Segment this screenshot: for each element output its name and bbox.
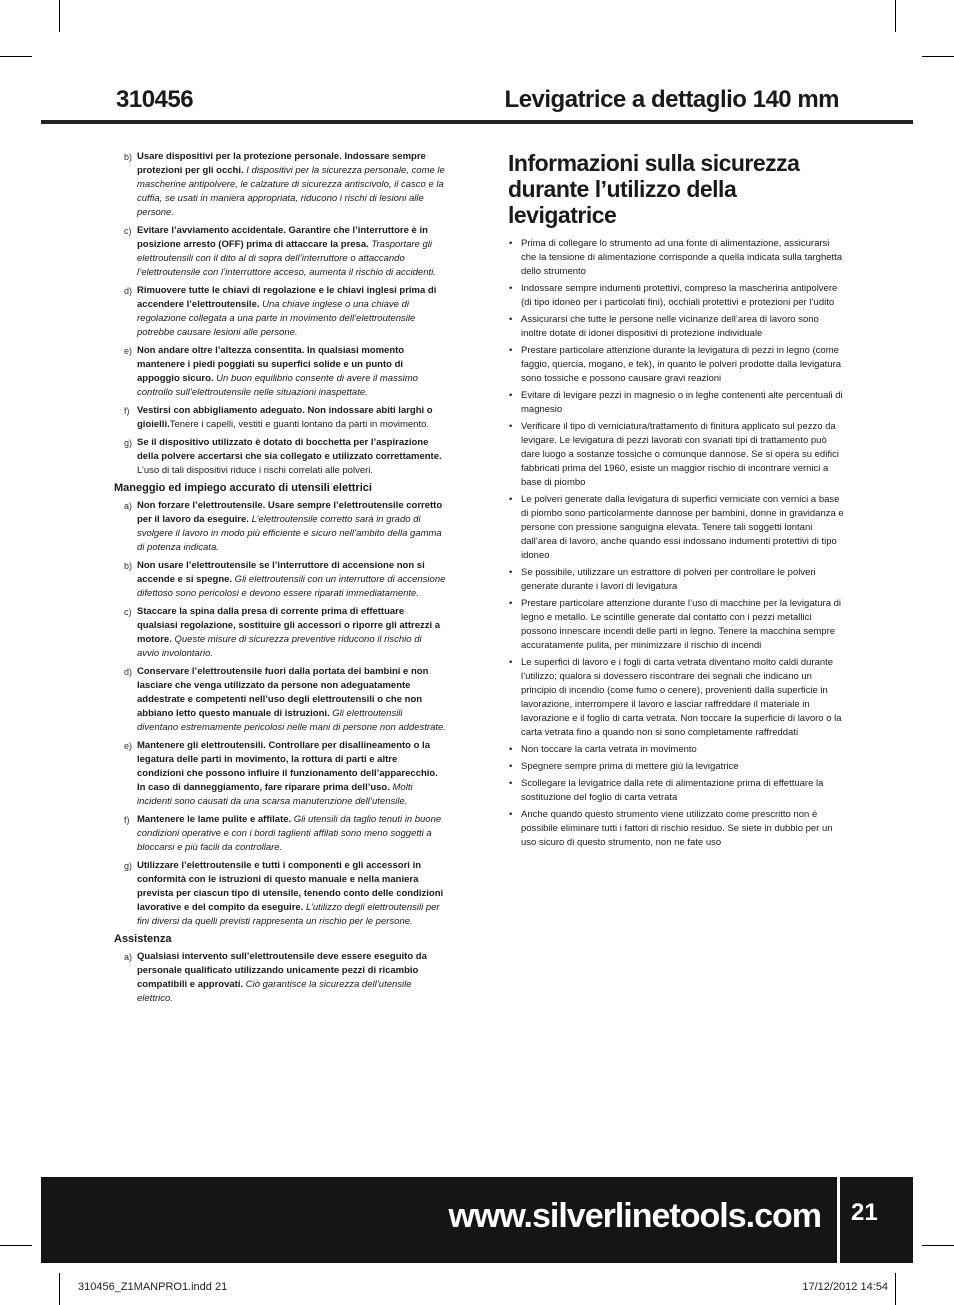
crop-mark — [922, 56, 954, 57]
item-text: Trasportare gli elettroutensili con il dito al di sopra dell’interruttore o attaccando l’elettroutensile con l’interruttore acceso, aumenta il rischio di accidenti. — [137, 239, 436, 278]
crop-mark — [895, 0, 896, 32]
bullet-item: • Scollegare la levigatrice dalla rete di alimentazione prima di effettuare la sostituzione del foglio di carta vetrata — [508, 777, 844, 805]
item-bold-text: Conservare l’elettroutensile fuori dalla portata dei bambini e non lasciare che venga utilizzato da persone non adeguatamente addestrate e competenti nell’uso degli elettroutensili o che non abbiano letto questo manuale di istruzioni. — [137, 666, 429, 719]
item-text: I dispositivi per la sicurezza personale, come le mascherine antipolvere, le calzature di sicurezza antiscivolo, il casco e la cuffia, se usati in maniera appropriata, riducono i rischi di lesioni alle persone. — [137, 165, 445, 218]
bullet-item: • Prestare particolare attenzione durante la levigatura di pezzi in legno (come faggio, quercia, mogano, e tek), in quanto le polveri prodotte dalla levigatura sono tossiche e possono causare gravi reazioni — [508, 344, 844, 386]
item-bold-text: Utilizzare l’elettroutensile e tutti i componenti e gli accessori in conformità con le istruzioni di questo manuale e nella maniera prevista per ciascun tipo di utensile, tenendo conto delle condizioni lavorative e del compito da eseguire. — [137, 860, 444, 913]
crop-mark — [0, 56, 32, 57]
crop-mark — [0, 1245, 32, 1246]
sander-safety-bullets — [508, 237, 844, 850]
item-text: Molti incidenti sono causati da una scarsa manutenzione dell’utensile. — [137, 782, 413, 807]
item-bold-text: Vestirsi con abbigliamento adeguato. Non indossare abiti larghi o gioielli. — [137, 405, 433, 430]
item-bold-text: Staccare la spina dalla presa di corrente prima di effettuare qualsiasi regolazione, sostituire gli accessori o riporre gli attrezzi a motore. — [137, 606, 441, 645]
page-header — [41, 82, 913, 126]
item-text: Tenere i capelli, vestiti e guanti lontano da parti in movimento. — [169, 419, 430, 430]
item-bold-text: Mantenere le lame pulite e affilate. — [137, 814, 292, 825]
item-text: Gli utensili da taglio tenuti in buone condizioni operative e con i bordi taglienti affilati sono meno soggetti a bloccarsi e più facili da controllare. — [137, 814, 442, 853]
bullet-item: • Le superfici di lavoro e i fogli di carta vetrata diventano molto caldi durante l’utilizzo; qualora si dovessero riscontrare dei segnali che indicano un principio di incendio (come fumo o cenere), provenienti dalla superficie in lavorazione, interrompere il lavoro e lasciar raffreddare il materiale in lavorazione e il foglio di carta vetrata. Non toccare la superficie di lavoro o la carta vetrata fino a quando non si sono completamente raffreddati — [508, 656, 844, 740]
file-slug: 310456_Z1MANPRO1.indd 21 — [78, 1281, 228, 1293]
safety-item — [114, 436, 446, 478]
product-code: 310456 — [116, 86, 194, 113]
safety-item — [114, 739, 446, 809]
item-letter: b) — [124, 152, 133, 162]
page-number-divider — [837, 1177, 840, 1263]
item-letter: e) — [124, 346, 133, 356]
section-subhead: Assistenza — [114, 933, 172, 945]
header-rule — [41, 120, 913, 124]
item-text: L’elettroutensile corretto sarà in grado di svolgere il lavoro in modo più efficiente e sicuro nell’ambito della gamma di potenza indicata. — [137, 514, 442, 553]
item-letter: a) — [124, 501, 133, 511]
item-text: L’utilizzo degli elettroutensili per fini diversi da quelli previsti rappresenta un rischio per le persone. — [137, 902, 440, 927]
section-subhead: Maneggio ed impiego accurato di utensili elettrici — [114, 482, 372, 494]
bullet-item: • Le polveri generate dalla levigatura di superfici verniciate con vernici a base di piombo sono particolarmente dannose per bambini, donne in gravidanza e persone con pressione sanguigna elevata. Tenere tali soggetti lontani dall’area di lavoro, anche quando essi indossano indumenti protettivi di tipo idoneo — [508, 493, 844, 563]
item-letter: a) — [124, 952, 133, 962]
item-letter: f) — [124, 815, 130, 825]
item-bold-text: Qualsiasi intervento sull’elettroutensile deve essere eseguito da personale qualificato utilizzando unicamente pezzi di ricambio compatibili e approvati. — [137, 951, 427, 990]
item-bold-text: Non usare l’elettroutensile se l’interruttore di accensione non si accende e si spegne. — [137, 560, 425, 585]
safety-item — [114, 813, 446, 855]
item-letter: c) — [124, 607, 132, 617]
bullet-item: • Assicurarsi che tutte le persone nelle vicinanze dell’area di lavoro sono inoltre dotate di idonei dispositivi di protezione individuale — [508, 313, 844, 341]
item-text: Un buon equilibrio consente di avere il massimo controllo sull’elettroutensile nelle situazioni inaspettate. — [137, 373, 418, 398]
item-letter: e) — [124, 741, 133, 751]
item-bold-text: Usare dispositivi per la protezione personale. Indossare sempre protezioni per gli occhi. — [137, 151, 426, 176]
safety-list-tool-use — [114, 499, 446, 929]
bullet-item: • Non toccare la carta vetrata in movimento — [508, 743, 844, 757]
bullet-item: • Se possibile, utilizzare un estrattore di polveri per controllare le polveri generate durante i lavori di levigatura — [508, 566, 844, 594]
crop-mark — [922, 1245, 954, 1246]
footer-bar — [41, 1177, 913, 1263]
crop-mark — [895, 1273, 896, 1305]
bullet-item: • Indossare sempre indumenti protettivi, compreso la mascherina antipolvere (di tipo idoneo per i particolati fini), occhiali protettivi e protezioni per l’udito — [508, 282, 844, 310]
item-bold-text: Se il dispositivo utilizzato è dotato di bocchetta per l’aspirazione della polvere accertarsi che sia collegato e utilizzato correttamente. — [137, 437, 442, 462]
safety-item — [114, 859, 446, 929]
item-text: Ciò garantisce la sicurezza dell’utensile elettrico. — [137, 979, 412, 1004]
safety-item — [114, 665, 446, 735]
website-link[interactable]: www.silverlinetools.com — [448, 1197, 821, 1235]
left-column — [114, 150, 446, 1010]
safety-item — [114, 284, 446, 340]
section-title: Informazioni sulla sicurezza durante l’utilizzo della levigatrice — [508, 150, 800, 228]
safety-list-service — [114, 950, 446, 1006]
safety-item — [114, 605, 446, 661]
safety-item — [114, 559, 446, 601]
item-letter: d) — [124, 667, 133, 677]
item-letter: g) — [124, 861, 133, 871]
safety-item — [114, 150, 446, 220]
bullet-item: • Evitare di levigare pezzi in magnesio o in leghe contenenti alte percentuali di magnesio — [508, 389, 844, 417]
bullet-item: • Anche quando questo strumento viene utilizzato come prescritto non è possibile eliminare tutti i fattori di rischio residuo. Se siete in dubbio per un uso sicuro di questo strumento, non ne fate uso — [508, 808, 844, 850]
safety-item — [114, 499, 446, 555]
item-text: Una chiave inglese o una chiave di regolazione collegata a una parte in movimento dell’elettroutensile potrebbe causare lesioni alle persone. — [137, 299, 416, 338]
item-bold-text: Non forzare l’elettroutensile. Usare sempre l’elettroutensile corretto per il lavoro da eseguire. — [137, 500, 443, 525]
item-text: Queste misure di sicurezza preventive riducono il rischio di avvio involontario. — [137, 634, 422, 659]
item-bold-text: Rimuovere tutte le chiavi di regolazione e le chiavi inglesi prima di accendere l’elettroutensile. — [137, 285, 437, 310]
crop-mark — [59, 0, 60, 32]
date-slug: 17/12/2012 14:54 — [802, 1281, 888, 1293]
item-text: L’uso di tali dispositivi riduce i rischi correlati alle polveri. — [137, 465, 374, 476]
bullet-item: • Spegnere sempre prima di mettere giù la levigatrice — [508, 760, 844, 774]
product-title: Levigatrice a dettaglio 140 mm — [504, 86, 839, 113]
crop-mark — [59, 1273, 60, 1305]
item-letter: b) — [124, 561, 133, 571]
page-number: 21 — [851, 1199, 878, 1226]
safety-item — [114, 404, 446, 432]
bullet-item: • Verificare il tipo di verniciatura/trattamento di finitura applicato sul pezzo da levigare. Le levigatura di pezzi lavorati con svariati tipi di trattamento può dare luogo a sostanze tossiche o comunque dannose. Se si opera su edifici fabbricati prima del 1960, esiste un maggior rischio di incontrare vernici a base di piombo — [508, 420, 844, 490]
item-letter: c) — [124, 226, 132, 236]
safety-item — [114, 344, 446, 400]
safety-item — [114, 950, 446, 1006]
right-column — [508, 150, 844, 853]
bullet-item: • Prima di collegare lo strumento ad una fonte di alimentazione, assicurarsi che la tensione di alimentazione corrisponde a quella indicata sulla targhetta dello strumento — [508, 237, 844, 279]
item-text: Gli elettroutensili diventano estremamente pericolosi nelle mani di persone non addestrate. — [137, 708, 446, 733]
item-bold-text: Mantenere gli elettroutensili. Controllare per disallineamento o la legatura delle parti in movimento, la rottura di parti e altre condizioni che possono influire il funzionamento dell’apparecchio. In caso di danneggiamento, fare riparare prima dell’uso. — [137, 740, 438, 793]
item-letter: d) — [124, 286, 133, 296]
item-letter: g) — [124, 438, 133, 448]
item-text: Gli elettroutensili con un interruttore di accensione difettoso sono pericolosi e devono essere riparati immediatamente. — [137, 574, 446, 599]
bullet-item: • Prestare particolare attenzione durante l’uso di macchine per la levigatura di legno e metallo. Le scintille generate dal contatto con i pezzi metallici possono innescare incendi delle parti in legno. Tenere la macchina sempre accuratamente pulita, per minimizzare il rischio di incendi — [508, 597, 844, 653]
item-bold-text: Evitare l’avviamento accidentale. Garantire che l’interruttore è in posizione arresto (OFF) prima di attaccare la presa. — [137, 225, 428, 250]
safety-list-personal — [114, 150, 446, 478]
safety-item — [114, 224, 446, 280]
item-bold-text: Non andare oltre l’altezza consentita. In qualsiasi momento mantenere i piedi poggiati su superfici solide e un punto di appoggio sicuro. — [137, 345, 405, 384]
item-letter: f) — [124, 406, 130, 416]
